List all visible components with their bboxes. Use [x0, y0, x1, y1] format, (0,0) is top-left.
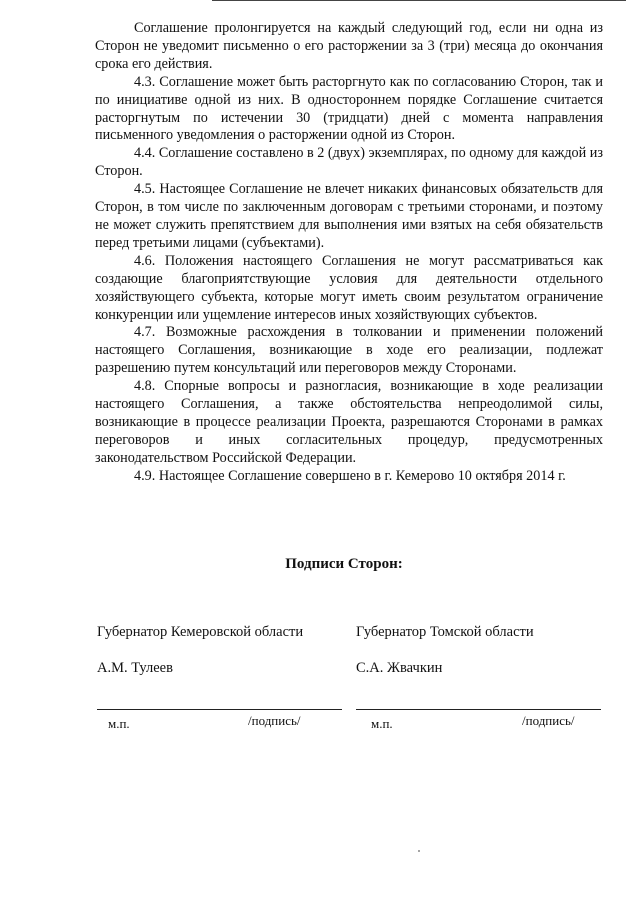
right-seal-label: м.п.: [371, 716, 393, 731]
paragraph-4-7: 4.7. Возможные расхождения в толковании и применении положений настоящего Соглашения, возникающие в ходе его реализации, подлежат разрешению путем консультаций или переговоров между Сторонами.: [95, 324, 603, 377]
signatures-title: Подписи Сторон:: [285, 556, 403, 572]
paragraph-4-3: 4.3. Соглашение может быть расторгнуто как по согласованию Сторон, так и по инициативе одной из них. В одностороннем порядке Соглашение считается расторгнутым по истечении 30 (тридцати) дней с момента направления письменного уведомления о расторжении одной из Сторон.: [95, 73, 603, 144]
paragraph-4-5: 4.5. Настоящее Соглашение не влечет никаких финансовых обязательств для Сторон, в том числе по заключенным договорам с третьими сторонами, и поэтому не может служить препятствием для выполнения ими взятых на себя обязательств перед третьими лицами (субъектами).: [95, 181, 603, 251]
left-signature-label: /подпись/: [248, 713, 301, 728]
left-signatory-position: Губернатор Кемеровской области: [97, 624, 304, 640]
left-signatory-name: А.М. Тулеев: [97, 660, 173, 676]
paragraph-4-4: 4.4. Соглашение составлено в 2 (двух) экземплярах, по одному для каждой из Сторон.: [95, 145, 603, 180]
paragraph-4-9: 4.9. Настоящее Соглашение совершено в г. Кемерово 10 октября 2014 г.: [134, 467, 566, 484]
paragraph-4-6: 4.6. Положения настоящего Соглашения не могут рассматриваться как создающие благоприятствующие условия для деятельности отдельного хозяйствующего субъекта, которые могут иметь своим результатом ограничение конкуренции или ущемление интересов иных хозяйствующих субъектов.: [95, 252, 603, 323]
right-signatory-position: Губернатор Томской области: [356, 624, 534, 640]
agreement-body: [95, 20, 603, 486]
left-seal-label: м.п.: [108, 716, 130, 731]
paragraph-prolongation: Соглашение пролонгируется на каждый следующий год, если ни одна из Сторон не уведомит письменно о его расторжении за 3 (три) месяца до окончания срока его действия.: [95, 20, 603, 72]
paragraph-4-8: 4.8. Спорные вопросы и разногласия, возникающие в ходе реализации настоящего Соглашения, а также обстоятельства непреодолимой силы, возникающие в процессе реализации Проекта, разрешаются Сторонами в рамках переговоров и иных согласительных процедур, предусмотренных законодательством Российской Федерации.: [95, 378, 603, 466]
right-signature-label: /подпись/: [522, 713, 575, 728]
left-signature-line: [97, 709, 342, 710]
scan-speck: [418, 850, 420, 852]
right-signatory-name: С.А. Жвачкин: [356, 660, 443, 676]
right-signature-line: [356, 709, 601, 710]
page-top-rule: [212, 0, 626, 1]
